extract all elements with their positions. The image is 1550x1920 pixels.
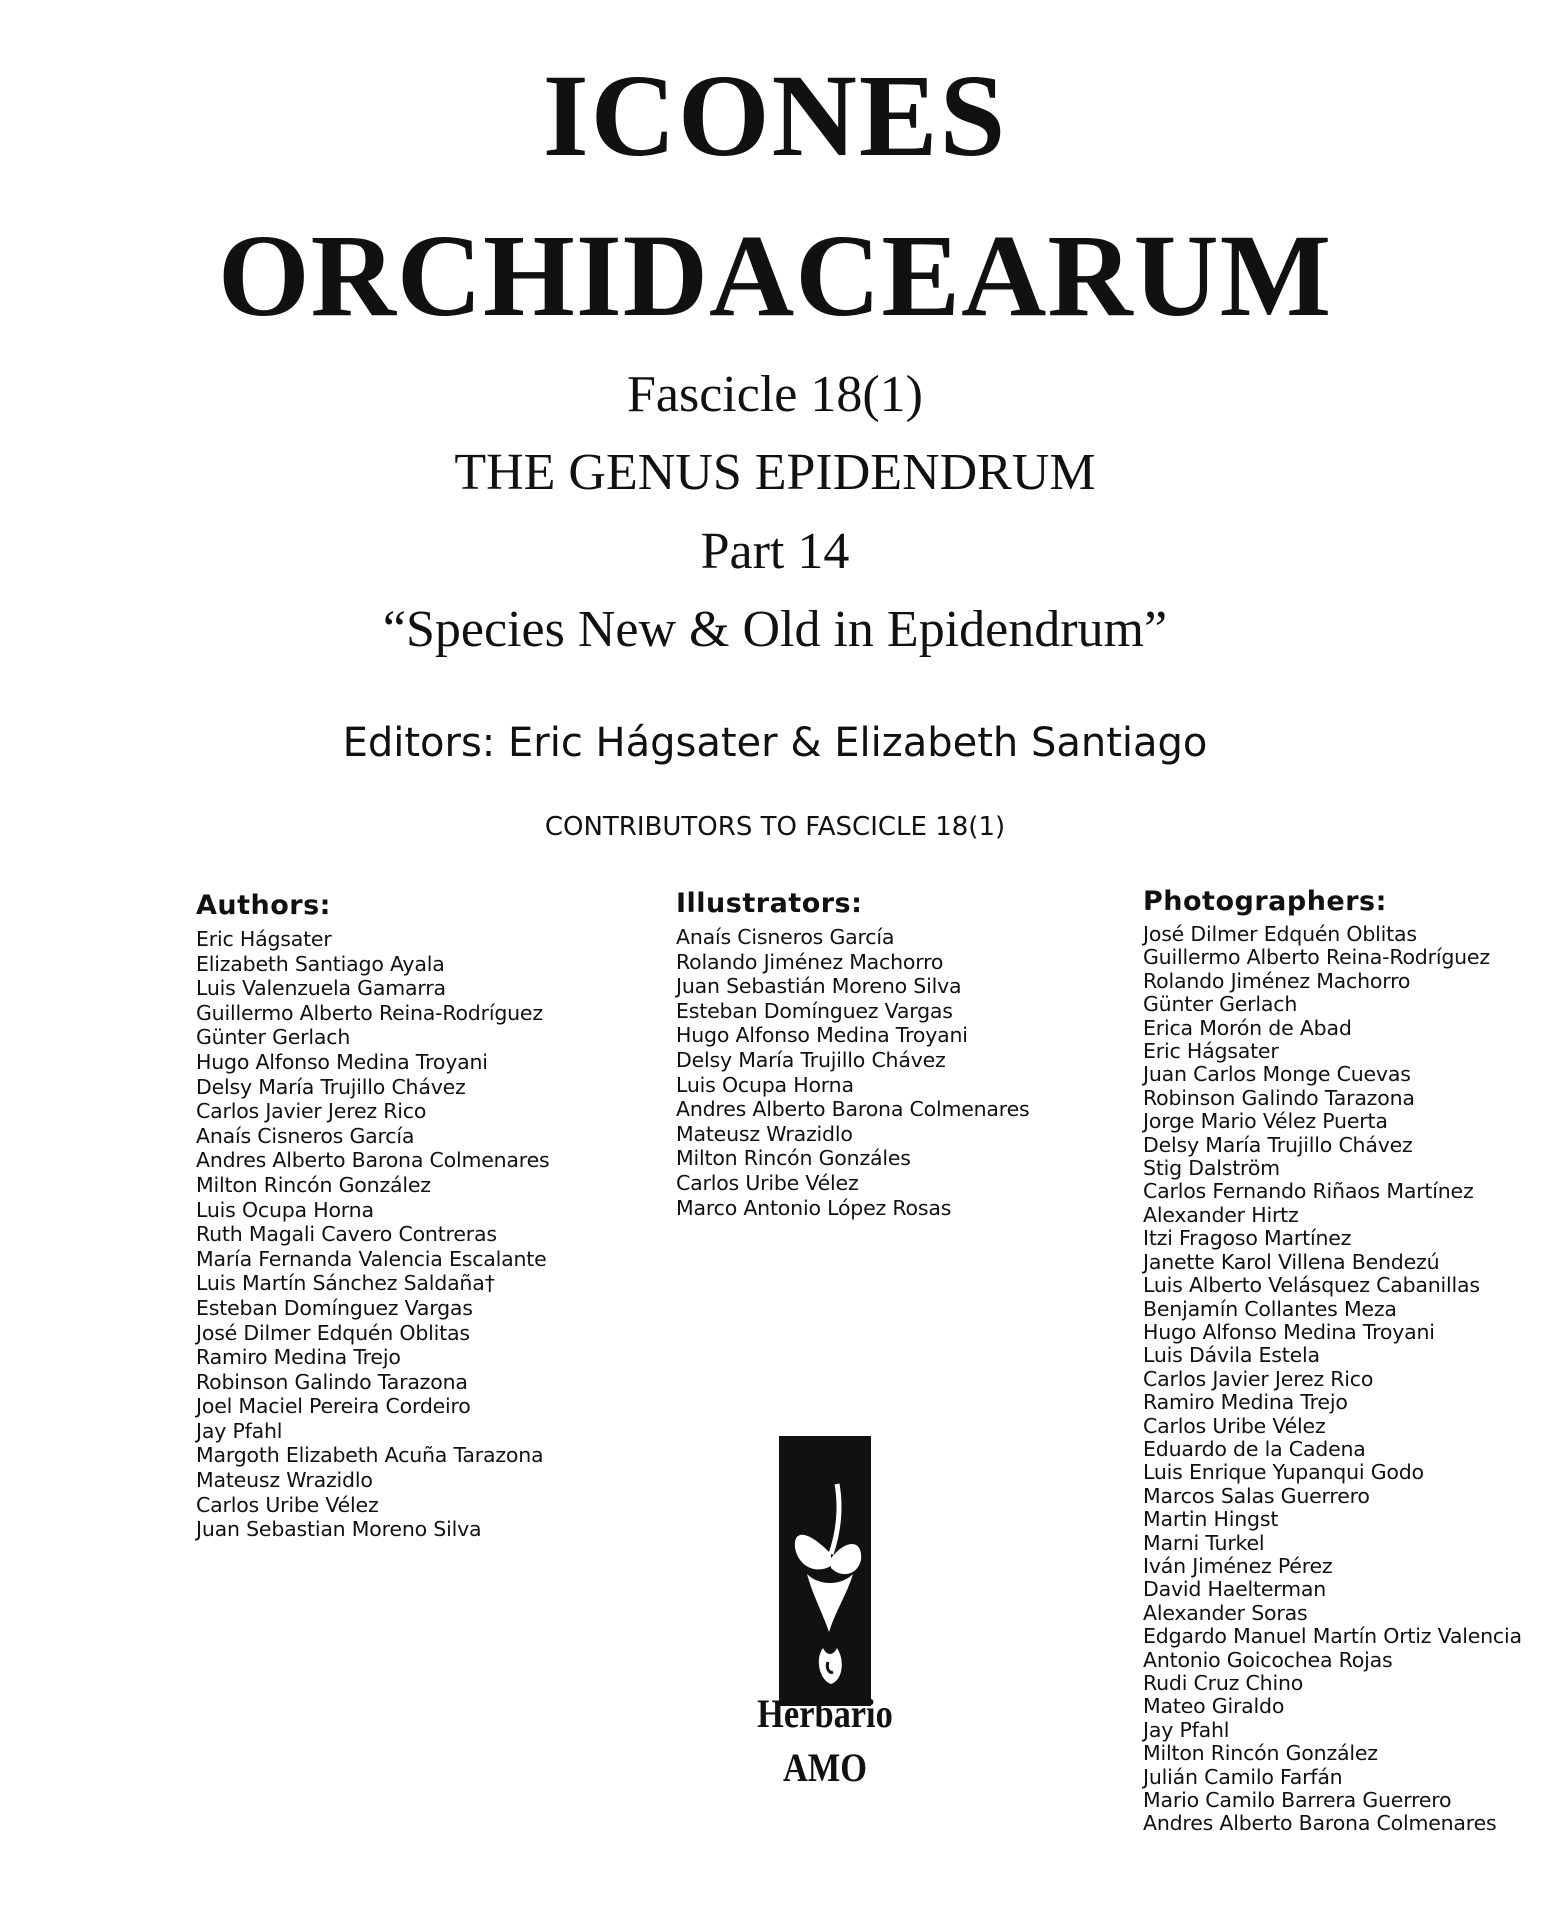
- photographer-name: Carlos Uribe Vélez: [1143, 1413, 1326, 1438]
- author-name: Andres Alberto Barona Colmenares: [196, 1148, 550, 1173]
- author-name: María Fernanda Valencia Escalante: [196, 1246, 547, 1271]
- photographer-name: Juan Carlos Monge Cuevas: [1143, 1062, 1411, 1087]
- author-name: Guillermo Alberto Reina-Rodríguez: [196, 1000, 543, 1025]
- author-name: Ramiro Medina Trejo: [196, 1345, 401, 1370]
- author-name: Mateusz Wrazidlo: [196, 1468, 373, 1493]
- author-name: Günter Gerlach: [196, 1025, 351, 1050]
- photographer-name: Delsy María Trujillo Chávez: [1143, 1132, 1413, 1157]
- photographer-name: Carlos Fernando Riñaos Martínez: [1143, 1179, 1474, 1204]
- photographer-name: David Haelterman: [1143, 1577, 1327, 1602]
- photographer-name: Ramiro Medina Trejo: [1143, 1390, 1348, 1415]
- illustrator-name: Milton Rincón Gonzáles: [676, 1146, 911, 1171]
- photographer-name: Guillermo Alberto Reina-Rodríguez: [1143, 945, 1490, 970]
- photographer-name: Robinson Galindo Tarazona: [1143, 1085, 1415, 1110]
- photographer-name: Alexander Hirtz: [1143, 1202, 1299, 1227]
- author-name: Elizabeth Santiago Ayala: [196, 951, 445, 976]
- photographer-name: Mario Camilo Barrera Guerrero: [1143, 1788, 1452, 1813]
- photographer-name: José Dilmer Edquén Oblitas: [1143, 922, 1417, 946]
- photographer-name: Günter Gerlach: [1143, 992, 1298, 1017]
- author-name: Ruth Magali Cavero Contreras: [196, 1222, 497, 1247]
- photographer-name: Luis Enrique Yupanqui Godo: [1143, 1460, 1424, 1485]
- contributors-heading: CONTRIBUTORS TO FASCICLE 18(1): [544, 812, 1006, 842]
- photographer-name: Hugo Alfonso Medina Troyani: [1143, 1319, 1435, 1344]
- photographer-name: Stig Dalström: [1143, 1156, 1280, 1181]
- author-name: Eric Hágsater: [196, 927, 332, 951]
- illustrator-name: Anaís Cisneros García: [676, 925, 895, 949]
- illustrators-list: [676, 925, 1029, 1220]
- author-name: Juan Sebastian Moreno Silva: [196, 1517, 482, 1542]
- illustrator-name: Rolando Jiménez Machorro: [676, 949, 944, 974]
- photographer-name: Andres Alberto Barona Colmenares: [1143, 1811, 1497, 1836]
- photographer-name: Itzi Fragoso Martínez: [1143, 1226, 1352, 1251]
- author-name: Hugo Alfonso Medina Troyani: [196, 1049, 488, 1074]
- photographer-name: Eric Hágsater: [1143, 1039, 1279, 1064]
- author-name: Carlos Javier Jerez Rico: [196, 1099, 427, 1124]
- orchid-flower-icon: [779, 1436, 871, 1706]
- editors-line: Editors: Eric Hágsater & Elizabeth Santiago: [342, 720, 1208, 766]
- authors-list: [196, 927, 549, 1542]
- author-name: Luis Martín Sánchez Saldaña†: [196, 1271, 495, 1296]
- title-icones: ICONES: [542, 50, 1008, 181]
- photographer-name: Antonio Goicochea Rojas: [1143, 1647, 1393, 1672]
- photographer-name: Edgardo Manuel Martín Ortiz Valencia: [1143, 1624, 1522, 1649]
- herbario-amo-logo-graphic: [779, 1436, 871, 1706]
- illustrator-name: Carlos Uribe Vélez: [676, 1170, 859, 1195]
- illustrator-name: Luis Ocupa Horna: [676, 1072, 854, 1097]
- logo-amo-text: AMO: [782, 1745, 868, 1790]
- author-name: Jay Pfahl: [196, 1418, 283, 1443]
- photographer-name: Mateo Giraldo: [1143, 1694, 1285, 1719]
- author-name: Milton Rincón González: [196, 1172, 431, 1197]
- illustrator-name: Juan Sebastián Moreno Silva: [676, 974, 962, 999]
- illustrator-name: Hugo Alfonso Medina Troyani: [676, 1023, 968, 1048]
- authors-column: [196, 890, 549, 1542]
- illustrator-name: Delsy María Trujillo Chávez: [676, 1047, 946, 1072]
- authors-heading: Authors:: [196, 890, 331, 921]
- author-name: Delsy María Trujillo Chávez: [196, 1074, 466, 1099]
- author-name: José Dilmer Edquén Oblitas: [196, 1320, 470, 1345]
- photographer-name: Marcos Salas Guerrero: [1143, 1483, 1370, 1508]
- photographer-name: Jorge Mario Vélez Puerta: [1143, 1109, 1388, 1134]
- photographer-name: Luis Alberto Velásquez Cabanillas: [1143, 1273, 1480, 1298]
- photographer-name: Janette Karol Villena Bendezú: [1143, 1249, 1440, 1274]
- genus-title: THE GENUS EPIDENDRUM: [454, 444, 1096, 501]
- photographers-column: [1143, 886, 1522, 1836]
- logo-herbario-text: Herbario: [757, 1691, 893, 1736]
- photographer-name: Carlos Javier Jerez Rico: [1143, 1366, 1374, 1391]
- author-name: Luis Valenzuela Gamarra: [196, 976, 446, 1001]
- part-number: Part 14: [700, 523, 850, 580]
- photographer-name: Erica Morón de Abad: [1143, 1015, 1352, 1040]
- photographer-name: Alexander Soras: [1143, 1600, 1308, 1625]
- photographer-name: Milton Rincón González: [1143, 1741, 1378, 1766]
- photographer-name: Marni Turkel: [1143, 1530, 1265, 1555]
- photographer-name: Eduardo de la Cadena: [1143, 1436, 1366, 1461]
- author-name: Anaís Cisneros García: [196, 1123, 415, 1148]
- photographer-name: Iván Jiménez Pérez: [1143, 1553, 1333, 1578]
- illustrator-name: Andres Alberto Barona Colmenares: [676, 1097, 1030, 1122]
- fascicle-number: Fascicle 18(1): [626, 366, 923, 423]
- illustrators-column: [676, 888, 1029, 1220]
- illustrator-name: Marco Antonio López Rosas: [676, 1195, 952, 1220]
- photographers-list: [1143, 923, 1522, 1836]
- photographer-name: Rolando Jiménez Machorro: [1143, 968, 1411, 993]
- title-orchidacearum: ORCHIDACEARUM: [217, 210, 1333, 341]
- author-name: Luis Ocupa Horna: [196, 1197, 374, 1222]
- photographer-name: Rudi Cruz Chino: [1143, 1671, 1304, 1695]
- author-name: Carlos Uribe Vélez: [196, 1492, 379, 1517]
- author-name: Joel Maciel Pereira Cordeiro: [196, 1394, 471, 1419]
- illustrator-name: Mateusz Wrazidlo: [676, 1121, 853, 1146]
- photographers-heading: Photographers:: [1143, 886, 1387, 917]
- photographer-name: Benjamín Collantes Meza: [1143, 1296, 1397, 1321]
- photographer-name: Jay Pfahl: [1143, 1717, 1230, 1742]
- author-name: Esteban Domínguez Vargas: [196, 1295, 473, 1320]
- illustrators-heading: Illustrators:: [676, 888, 863, 919]
- photographer-name: Luis Dávila Estela: [1143, 1343, 1320, 1368]
- author-name: Margoth Elizabeth Acuña Tarazona: [196, 1443, 544, 1468]
- illustrator-name: Esteban Domínguez Vargas: [676, 998, 953, 1023]
- author-name: Robinson Galindo Tarazona: [196, 1369, 468, 1394]
- photographer-name: Julián Camilo Farfán: [1143, 1764, 1343, 1789]
- subtitle-quote: “Species New & Old in Epidendrum”: [382, 601, 1168, 658]
- photographer-name: Martin Hingst: [1143, 1507, 1279, 1532]
